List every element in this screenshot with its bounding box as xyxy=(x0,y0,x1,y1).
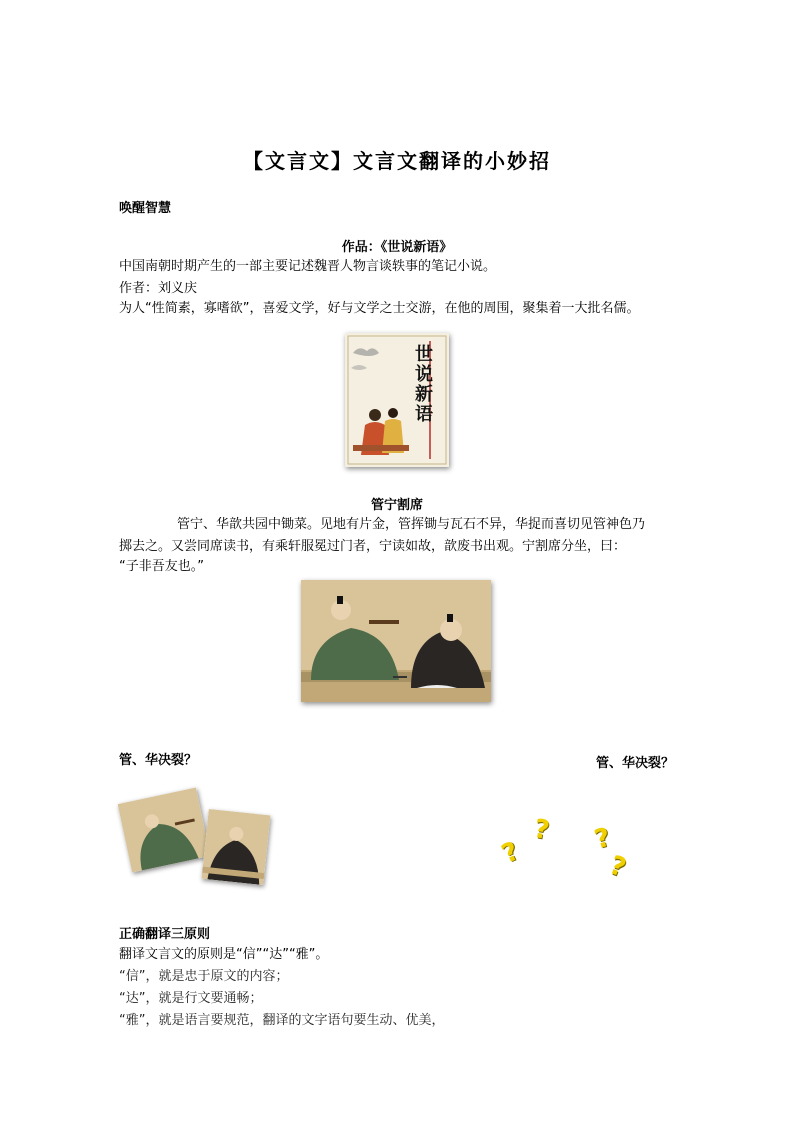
torn-piece-right-illustration xyxy=(202,809,271,885)
principle-xin: “信”，就是忠于原文的内容； xyxy=(119,969,289,984)
work-title: 作品：《世说新语》 xyxy=(341,240,453,255)
cover-char: 语 xyxy=(415,404,433,425)
torn-piece-right xyxy=(202,809,271,885)
question-mark-icon: ? xyxy=(497,836,524,870)
principle-ya: “雅”，就是语言要规范，翻译的文字语句要生动、优美， xyxy=(119,1013,445,1028)
story-line-2: 掷去之。又尝同席读书，有乘轩服冕过门者，宁读如故，歆废书出观。宁割席分坐，曰： xyxy=(119,539,627,554)
cover-char: 新 xyxy=(415,384,433,405)
question-mark-icon: ? xyxy=(605,850,630,884)
story-title: 管宁割席 xyxy=(370,498,423,513)
cover-char: 世 xyxy=(415,344,433,365)
author-line: 作者：刘义庆 xyxy=(119,281,198,296)
question-mark-icon: ? xyxy=(591,822,614,856)
work-description: 中国南朝时期产生的一部主要记述魏晋人物言谈轶事的笔记小说。 xyxy=(119,259,497,274)
principles-heading: 正确翻译三原则 xyxy=(119,927,211,942)
page-title: 【文言文】文言文翻译的小妙招 xyxy=(243,149,551,173)
book-cover-image xyxy=(345,333,449,467)
painting-image xyxy=(301,580,491,702)
author-bio: 为人“性简素，寡嗜欲”，喜爱文学，好与文学之士交游，在他的周围，聚集着一大批名儒。 xyxy=(119,301,640,316)
principles-intro: 翻译文言文的原则是“信”“达”“雅”。 xyxy=(119,947,329,962)
story-line-1: 管宁、华歆共园中锄菜。见地有片金，管挥锄与瓦石不异，华捉而喜切见管神色乃 xyxy=(177,517,646,532)
question-left: 管、华决裂？ xyxy=(119,753,198,768)
painting-illustration xyxy=(301,580,491,702)
torn-piece-left-illustration xyxy=(118,787,211,872)
torn-piece-left xyxy=(118,787,211,872)
cover-char: 说 xyxy=(415,364,433,385)
question-mark-icon: ? xyxy=(531,813,552,847)
book-cover-title xyxy=(409,345,439,425)
story-line-3: “子非吾友也。” xyxy=(119,559,204,574)
question-right: 管、华决裂？ xyxy=(596,756,675,771)
section-heading-wake: 唤醒智慧 xyxy=(119,201,172,216)
principle-da: “达”，就是行文要通畅； xyxy=(119,991,263,1006)
